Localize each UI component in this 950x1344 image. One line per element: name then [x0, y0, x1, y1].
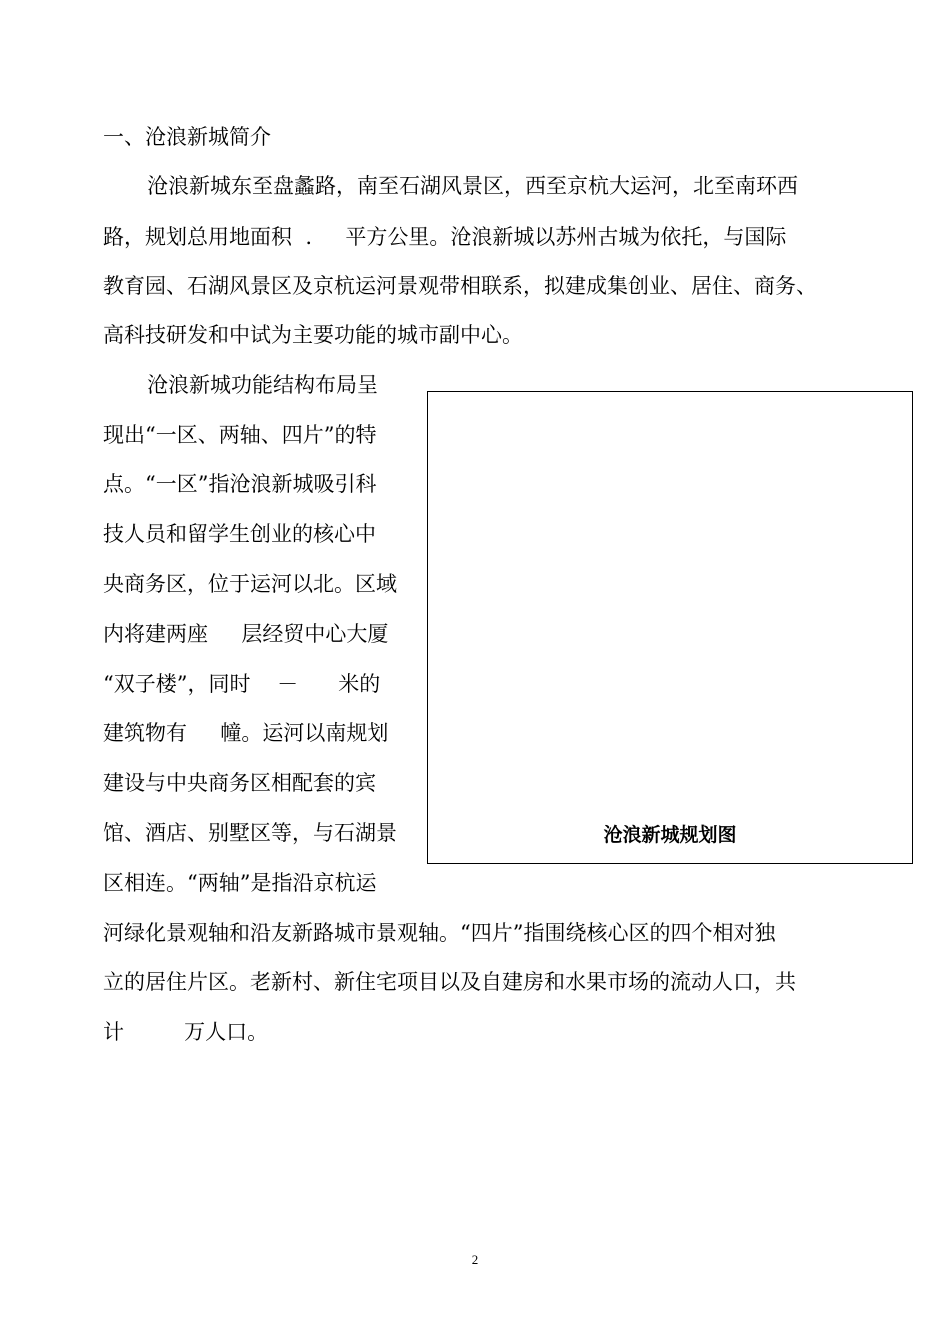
section-heading: 一、沧浪新城简介: [103, 125, 271, 149]
paragraph-line: 沧浪新城东至盘蠡路，南至石湖风景区，西至京杭大运河，北至南环西: [147, 174, 798, 198]
paragraph-line: 立的居住片区。老新村、新住宅项目以及自建房和水果市场的流动人口，共: [103, 970, 796, 994]
paragraph-line: 高科技研发和中试为主要功能的城市副中心。: [103, 323, 523, 347]
paragraph-line: 建筑物有 幢。运河以南规划: [103, 721, 389, 745]
paragraph-line: 区相连。“两轴”是指沿京杭运: [103, 871, 377, 895]
paragraph-line: 馆、酒店、别墅区等，与石湖景: [103, 821, 397, 845]
planning-map-figure: [427, 391, 913, 864]
paragraph-line: 沧浪新城功能结构布局呈: [147, 373, 378, 397]
paragraph-line: 现出“一区、两轴、四片”的特: [103, 423, 377, 447]
paragraph-line: 河绿化景观轴和沿友新路城市景观轴。“四片”指围绕核心区的四个相对独: [103, 921, 776, 945]
page-number: 2: [471, 1252, 479, 1267]
paragraph-line: 路，规划总用地面积 . 平方公里。沧浪新城以苏州古城为依托，与国际: [103, 225, 787, 249]
paragraph-line: 教育园、石湖风景区及京杭运河景观带相联系，拟建成集创业、居住、商务、: [103, 274, 817, 298]
paragraph-line: 点。“一区”指沧浪新城吸引科: [103, 472, 377, 496]
paragraph-line: 央商务区，位于运河以北。区域: [103, 572, 397, 596]
figure-caption: 沧浪新城规划图: [603, 824, 737, 846]
paragraph-line: 建设与中央商务区相配套的宾: [103, 771, 376, 795]
paragraph-line: 内将建两座 层经贸中心大厦: [103, 622, 389, 646]
paragraph-line: 技人员和留学生创业的核心中: [103, 522, 376, 546]
paragraph-line: “双子楼”，同时 － 米的: [103, 672, 381, 696]
paragraph-line: 计 万人口。: [103, 1020, 269, 1044]
